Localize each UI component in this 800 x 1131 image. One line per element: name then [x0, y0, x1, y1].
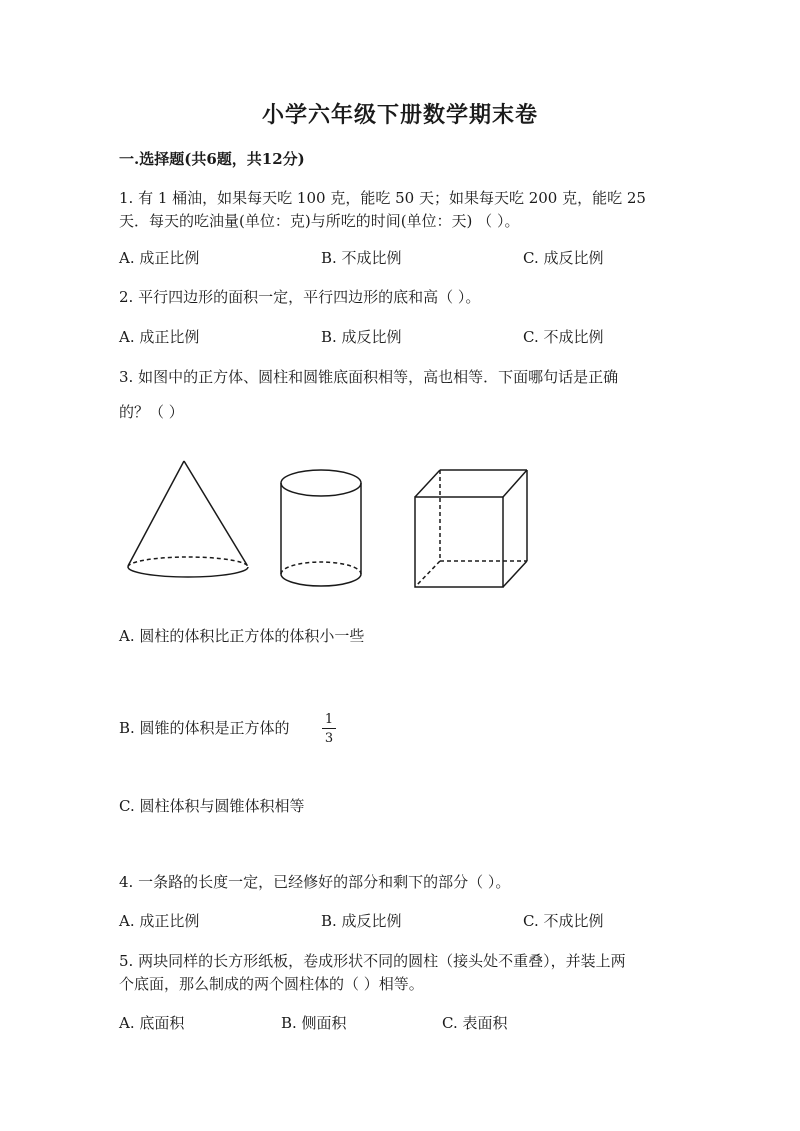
question-4-option-b: B. 成反比例	[321, 912, 402, 930]
question-2-line-1: 2. 平行四边形的面积一定，平行四边形的底和高（ ）。	[119, 288, 481, 306]
page-title: 小学六年级下册数学期末卷	[261, 102, 538, 128]
fraction-bar	[322, 728, 336, 729]
question-5-option-b: B. 侧面积	[281, 1014, 347, 1032]
question-3-line-2: 的？（ ）	[119, 403, 184, 421]
question-2-option-b: B. 成反比例	[321, 328, 402, 346]
question-2-option-c: C. 不成比例	[523, 328, 604, 346]
question-1-line-2: 天．每天的吃油量(单位：克)与所吃的时间(单位：天) （ ）。	[119, 212, 520, 230]
question-2-option-a: A. 成正比例	[119, 328, 200, 346]
cube-icon	[415, 470, 527, 587]
question-1-line-1: 1. 有 1 桶油，如果每天吃 100 克，能吃 50 天；如果每天吃 200 克，能吃 25	[119, 189, 646, 207]
question-4-option-a: A. 成正比例	[119, 912, 200, 930]
cone-icon	[128, 461, 248, 577]
fraction-numerator: 1	[324, 712, 334, 727]
question-5-line-2: 个底面，那么制成的两个圆柱体的（ ）相等。	[119, 975, 424, 993]
fraction-denominator: 3	[324, 731, 334, 746]
question-5-option-c: C. 表面积	[442, 1014, 508, 1032]
question-4-option-c: C. 不成比例	[523, 912, 604, 930]
question-1-option-c: C. 成反比例	[523, 249, 604, 267]
question-1-option-a: A. 成正比例	[119, 249, 200, 267]
question-3-option-a: A. 圆柱的体积比正方体的体积小一些	[119, 627, 365, 645]
question-3-line-1: 3. 如图中的正方体、圆柱和圆锥底面积相等，高也相等．下面哪句话是正确	[119, 368, 619, 386]
fraction-one-third	[322, 712, 336, 746]
question-1-option-b: B. 不成比例	[321, 249, 402, 267]
question-5-option-a: A. 底面积	[119, 1014, 185, 1032]
question-3-option-c: C. 圆柱体积与圆锥体积相等	[119, 797, 305, 815]
question-4-line-1: 4. 一条路的长度一定，已经修好的部分和剩下的部分（ ）。	[119, 873, 511, 891]
question-3-option-b: B. 圆锥的体积是正方体的	[119, 719, 290, 737]
cylinder-icon	[281, 470, 361, 586]
question-5-line-1: 5. 两块同样的长方形纸板，卷成形状不同的圆柱（接头处不重叠），并装上两	[119, 952, 626, 970]
solids-figure	[120, 455, 540, 595]
section-heading: 一.选择题(共6题，共12分)	[119, 150, 305, 168]
